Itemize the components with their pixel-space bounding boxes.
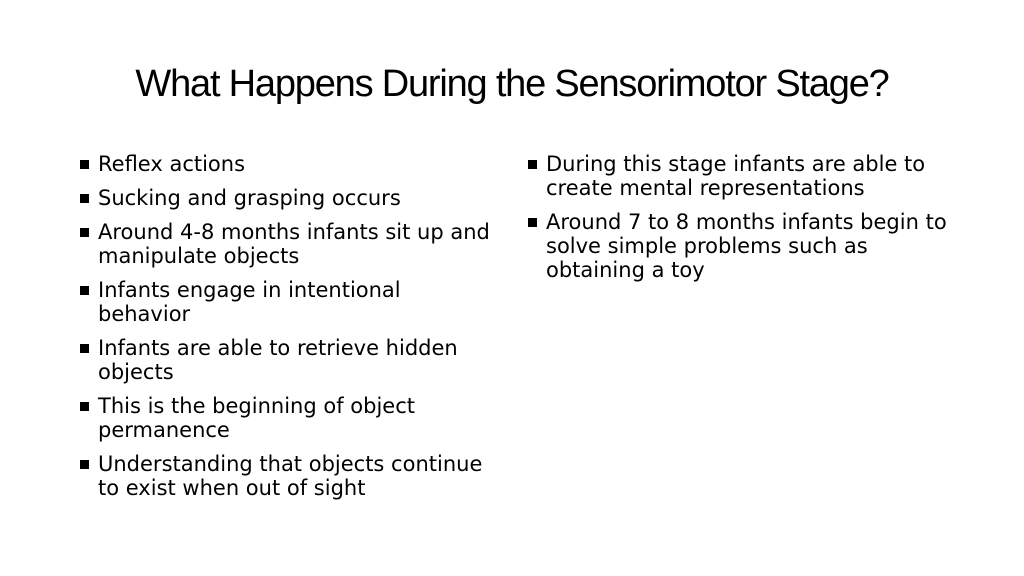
square-bullet-icon: [80, 286, 89, 295]
left-bullet-list: [78, 152, 498, 510]
square-bullet-icon: [80, 402, 89, 411]
square-bullet-icon: [80, 160, 89, 169]
list-item: [78, 220, 498, 268]
square-bullet-icon: [80, 460, 89, 469]
list-item: [526, 152, 956, 200]
square-bullet-icon: [528, 218, 537, 227]
list-item: [78, 394, 498, 442]
right-bullet-list: [526, 152, 956, 292]
bullet-text: Sucking and grasping occurs: [98, 186, 401, 210]
list-item: [78, 186, 498, 210]
bullet-text: Infants are able to retrieve hidden objects: [98, 336, 458, 384]
bullet-text: Around 4-8 months infants sit up and manipulate objects: [98, 220, 490, 268]
square-bullet-icon: [80, 228, 89, 237]
bullet-text: During this stage infants are able to create mental representations: [546, 152, 926, 200]
list-item: [78, 452, 498, 500]
bullet-text: Infants engage in intentional behavior: [98, 278, 401, 326]
list-item: [78, 336, 498, 384]
list-item: [78, 152, 498, 176]
bullet-text: Around 7 to 8 months infants begin to solve simple problems such as obtaining a toy: [546, 210, 947, 282]
square-bullet-icon: [80, 344, 89, 353]
bullet-text: Understanding that objects continue to exist when out of sight: [98, 452, 483, 500]
bullet-text: This is the beginning of object permanence: [98, 394, 415, 442]
list-item: [526, 210, 956, 282]
slide-title: What Happens During the Sensorimotor Stage?: [135, 63, 889, 105]
square-bullet-icon: [80, 194, 89, 203]
square-bullet-icon: [528, 160, 537, 169]
list-item: [78, 278, 498, 326]
bullet-text: Reflex actions: [98, 152, 246, 176]
